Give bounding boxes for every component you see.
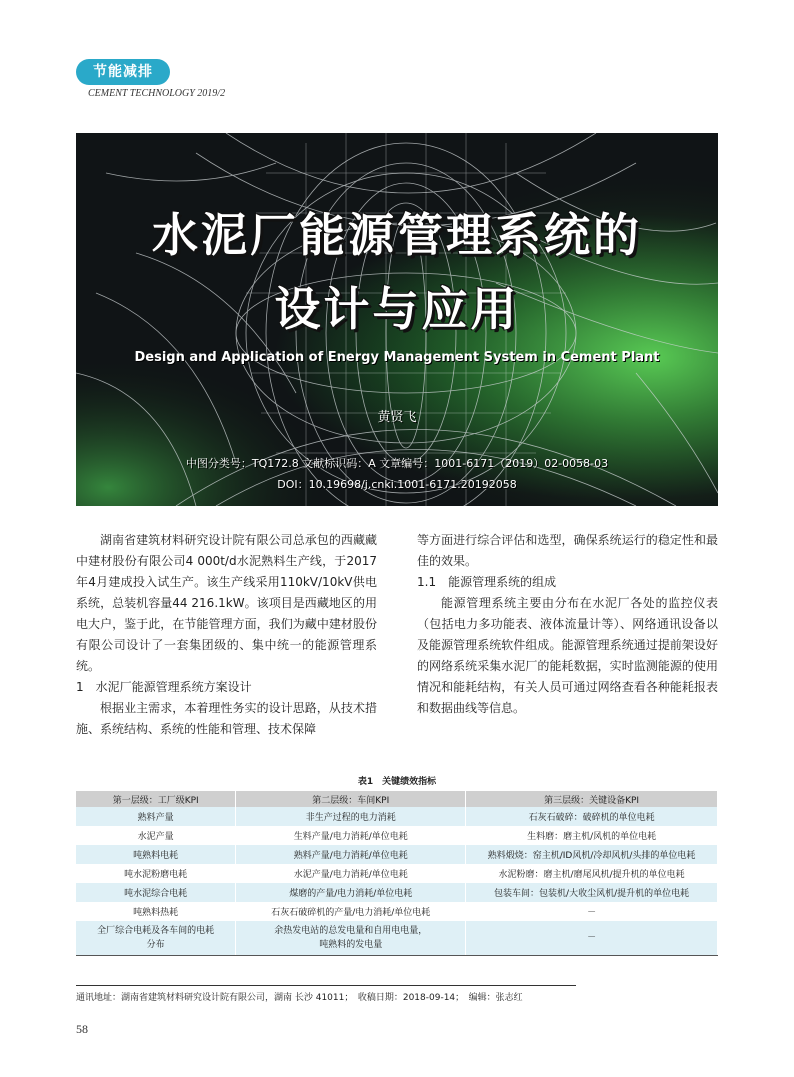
table-row	[76, 883, 718, 902]
table-cell: 生料磨：磨主机/风机的单位电耗	[466, 826, 718, 845]
table-cell	[236, 921, 466, 956]
title-banner	[76, 133, 718, 506]
table-cell: 熟料煅烧：窑主机/ID风机/冷却风机/头排的单位电耗	[466, 845, 718, 864]
table-cell: 石灰石破碎：破碎机的单位电耗	[466, 807, 718, 826]
table-cell-line: 余热发电站的总发电量和自用电电量，	[274, 926, 428, 936]
journal-name: CEMENT TECHNOLOGY 2019/2	[88, 88, 226, 99]
table-cell: 石灰石破碎机的产量/电力消耗/单位电耗	[236, 902, 466, 921]
section-heading: 1 水泥厂能源管理系统方案设计	[76, 680, 252, 694]
body-right-column	[417, 530, 718, 719]
table-cell: 水泥粉磨：磨主机/磨尾风机/提升机的单位电耗	[466, 864, 718, 883]
paragraph: 根据业主需求，本着理性务实的设计思路，从技术措施、系统结构、系统的性能和管理、技术保障	[76, 701, 377, 736]
page-number: 58	[76, 1022, 88, 1036]
table-cell: 吨水泥粉磨电耗	[76, 864, 236, 883]
footer-divider	[76, 985, 576, 986]
table-cell: 吨熟料电耗	[76, 845, 236, 864]
table-row	[76, 864, 718, 883]
subsection-heading: 1.1 能源管理系统的组成	[417, 575, 557, 589]
title-line-2: 设计与应用	[274, 282, 520, 336]
table-cell-line: 吨熟料的发电量	[319, 940, 383, 950]
table-row	[76, 826, 718, 845]
footer-note: 通讯地址：湖南省建筑材料研究设计院有限公司，湖南 长沙 41011； 收稿日期：2018-09-14； 编辑：张志红	[76, 993, 523, 1003]
table-caption: 表1 关键绩效指标	[357, 777, 437, 787]
paragraph: 湖南省建筑材料研究设计院有限公司总承包的西藏藏中建材股份有限公司4 000t/d水泥熟料生产线，于2017年4月建成投入试生产。该生产线采用110kV/10kV供电系统，总装机容量44 216.1kW。该项目是西藏地区的用电大户，鉴于此，在节能管理方面，我们为藏中建材股份有限公司设计了一套集团级的、集中统一的能源管理系统。	[76, 533, 377, 673]
table-cell: 熟料产量	[76, 807, 236, 826]
table-cell: 水泥产量/电力消耗/单位电耗	[236, 864, 466, 883]
table-cell: 吨熟料热耗	[76, 902, 236, 921]
table-header-row	[76, 791, 718, 807]
paragraph-continued: 等方面进行综合评估和选型，确保系统运行的稳定性和最佳的效果。	[417, 533, 718, 568]
column-header: 第三层级：关键设备KPI	[466, 791, 718, 807]
table-cell-line: 全厂综合电耗及各车间的电耗	[97, 926, 215, 936]
table-cell: 包装车间：包装机/大收尘风机/提升机的单位电耗	[466, 883, 718, 902]
table-row	[76, 902, 718, 921]
table-cell: 非生产过程的电力消耗	[236, 807, 466, 826]
table-cell: 水泥产量	[76, 826, 236, 845]
column-header: 第二层级：车间KPI	[236, 791, 466, 807]
english-title: Design and Application of Energy Management System in Cement Plant	[134, 350, 660, 365]
table-row	[76, 921, 718, 956]
section-tag: 节能减排	[76, 59, 170, 85]
table-cell: 吨水泥综合电耗	[76, 883, 236, 902]
doi: DOI：10.19698/j.cnki.1001-6171.20192058	[277, 478, 517, 491]
table-row	[76, 845, 718, 864]
author: 黄贤飞	[377, 410, 417, 425]
table-cell-line: 分布	[146, 940, 165, 950]
column-header: 第一层级：工厂级KPI	[76, 791, 236, 807]
kpi-table	[76, 791, 718, 956]
table-cell: 生料产量/电力消耗/单位电耗	[236, 826, 466, 845]
classification-info: 中图分类号：TQ172.8 文献标识码：A 文章编号：1001-6171（2019）02-0058-03	[185, 457, 609, 470]
table-cell	[76, 921, 236, 956]
table-cell: －	[466, 921, 718, 956]
paragraph: 能源管理系统主要由分布在水泥厂各处的监控仪表（包括电力多功能表、液体流量计等）、网络通讯设备以及能源管理系统软件组成。能源管理系统通过提前架设好的网络系统采集水泥厂的能耗数据，实时监测能源的使用情况和能耗结构，有关人员可通过网络查看各种能耗报表和数据曲线等信息。	[417, 596, 718, 715]
body-left-column	[76, 530, 377, 740]
table-cell: 煤磨的产量/电力消耗/单位电耗	[236, 883, 466, 902]
table-cell: －	[466, 902, 718, 921]
title-line-1: 水泥厂能源管理系统的	[152, 208, 642, 262]
table-cell: 熟料产量/电力消耗/单位电耗	[236, 845, 466, 864]
table-row	[76, 807, 718, 826]
